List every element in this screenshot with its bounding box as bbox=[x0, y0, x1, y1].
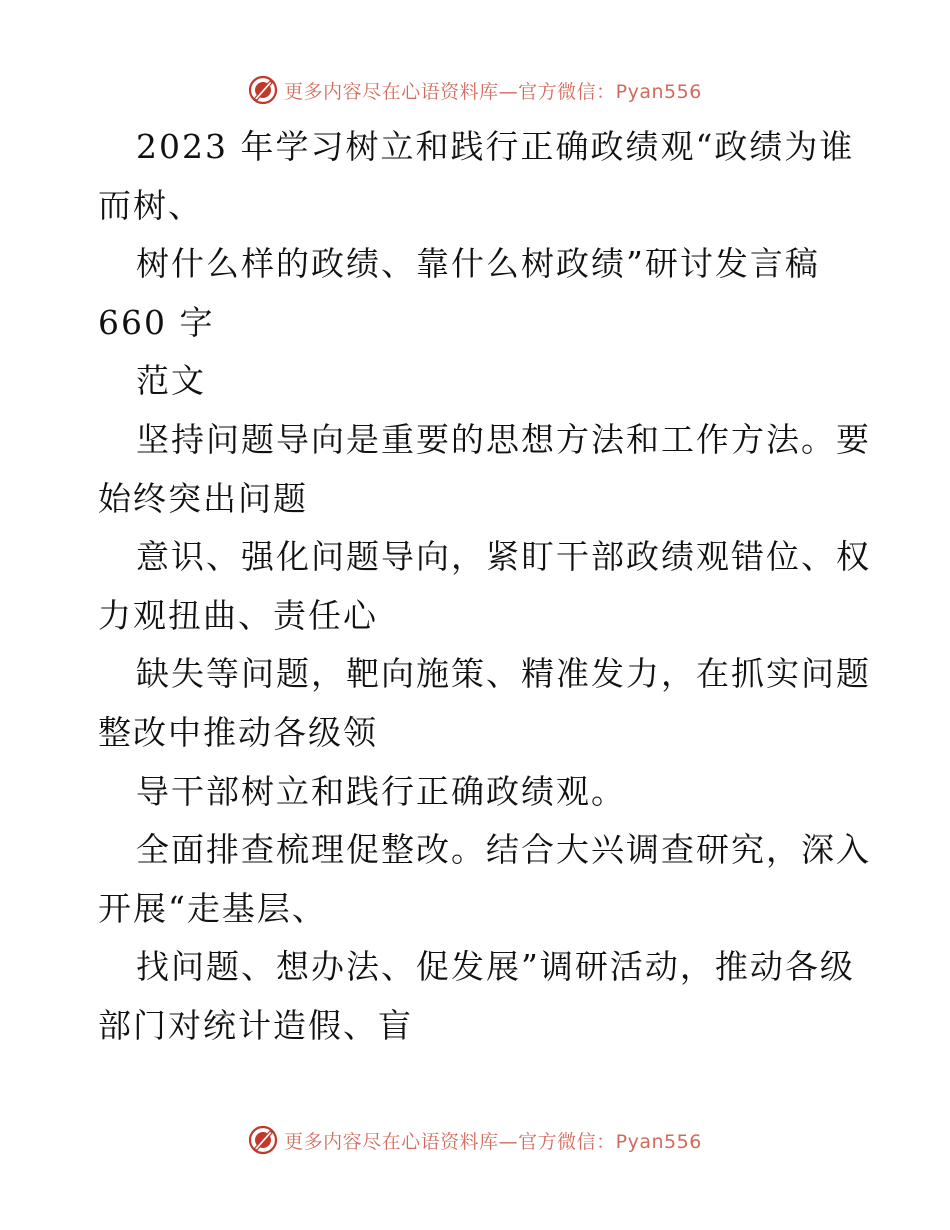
text-line: 2023 年学习树立和践行正确政绩观“政绩为谁 bbox=[136, 127, 855, 166]
text-line: 导干部树立和践行正确政绩观。 bbox=[136, 771, 626, 811]
text-line: 开展“走基层、 bbox=[98, 888, 327, 928]
text-line: 始终突出问题 bbox=[98, 478, 308, 518]
text-line: 坚持问题导向是重要的思想方法和工作方法。要 bbox=[136, 419, 871, 459]
quill-seal-icon bbox=[248, 75, 278, 105]
footer-banner bbox=[0, 1120, 950, 1160]
text-line: 660 字 bbox=[98, 302, 215, 342]
text-line: 全面排查梳理促整改。结合大兴调查研究，深入 bbox=[136, 830, 871, 870]
text-line: 整改中推动各级领 bbox=[98, 712, 378, 752]
text-line: 范文 bbox=[136, 361, 206, 401]
footer-banner-text: 更多内容尽在心语资料库—官方微信：Pyan556 bbox=[284, 1130, 702, 1153]
text-line: 部门对统计造假、盲 bbox=[98, 1005, 413, 1045]
text-line: 力观扭曲、责任心 bbox=[98, 595, 378, 635]
document-body bbox=[98, 118, 871, 1056]
text-line: 而树、 bbox=[98, 185, 203, 225]
quill-seal-icon bbox=[248, 1125, 278, 1155]
text-line: 树什么样的政绩、靠什么树政绩”研讨发言稿 bbox=[136, 244, 820, 284]
header-banner bbox=[0, 70, 950, 110]
text-line: 意识、强化问题导向，紧盯干部政绩观错位、权 bbox=[136, 537, 871, 577]
text-line: 缺失等问题，靶向施策、精准发力，在抓实问题 bbox=[136, 654, 871, 694]
header-banner-text: 更多内容尽在心语资料库—官方微信：Pyan556 bbox=[284, 80, 702, 103]
text-line: 找问题、想办法、促发展”调研活动，推动各级 bbox=[136, 947, 855, 987]
